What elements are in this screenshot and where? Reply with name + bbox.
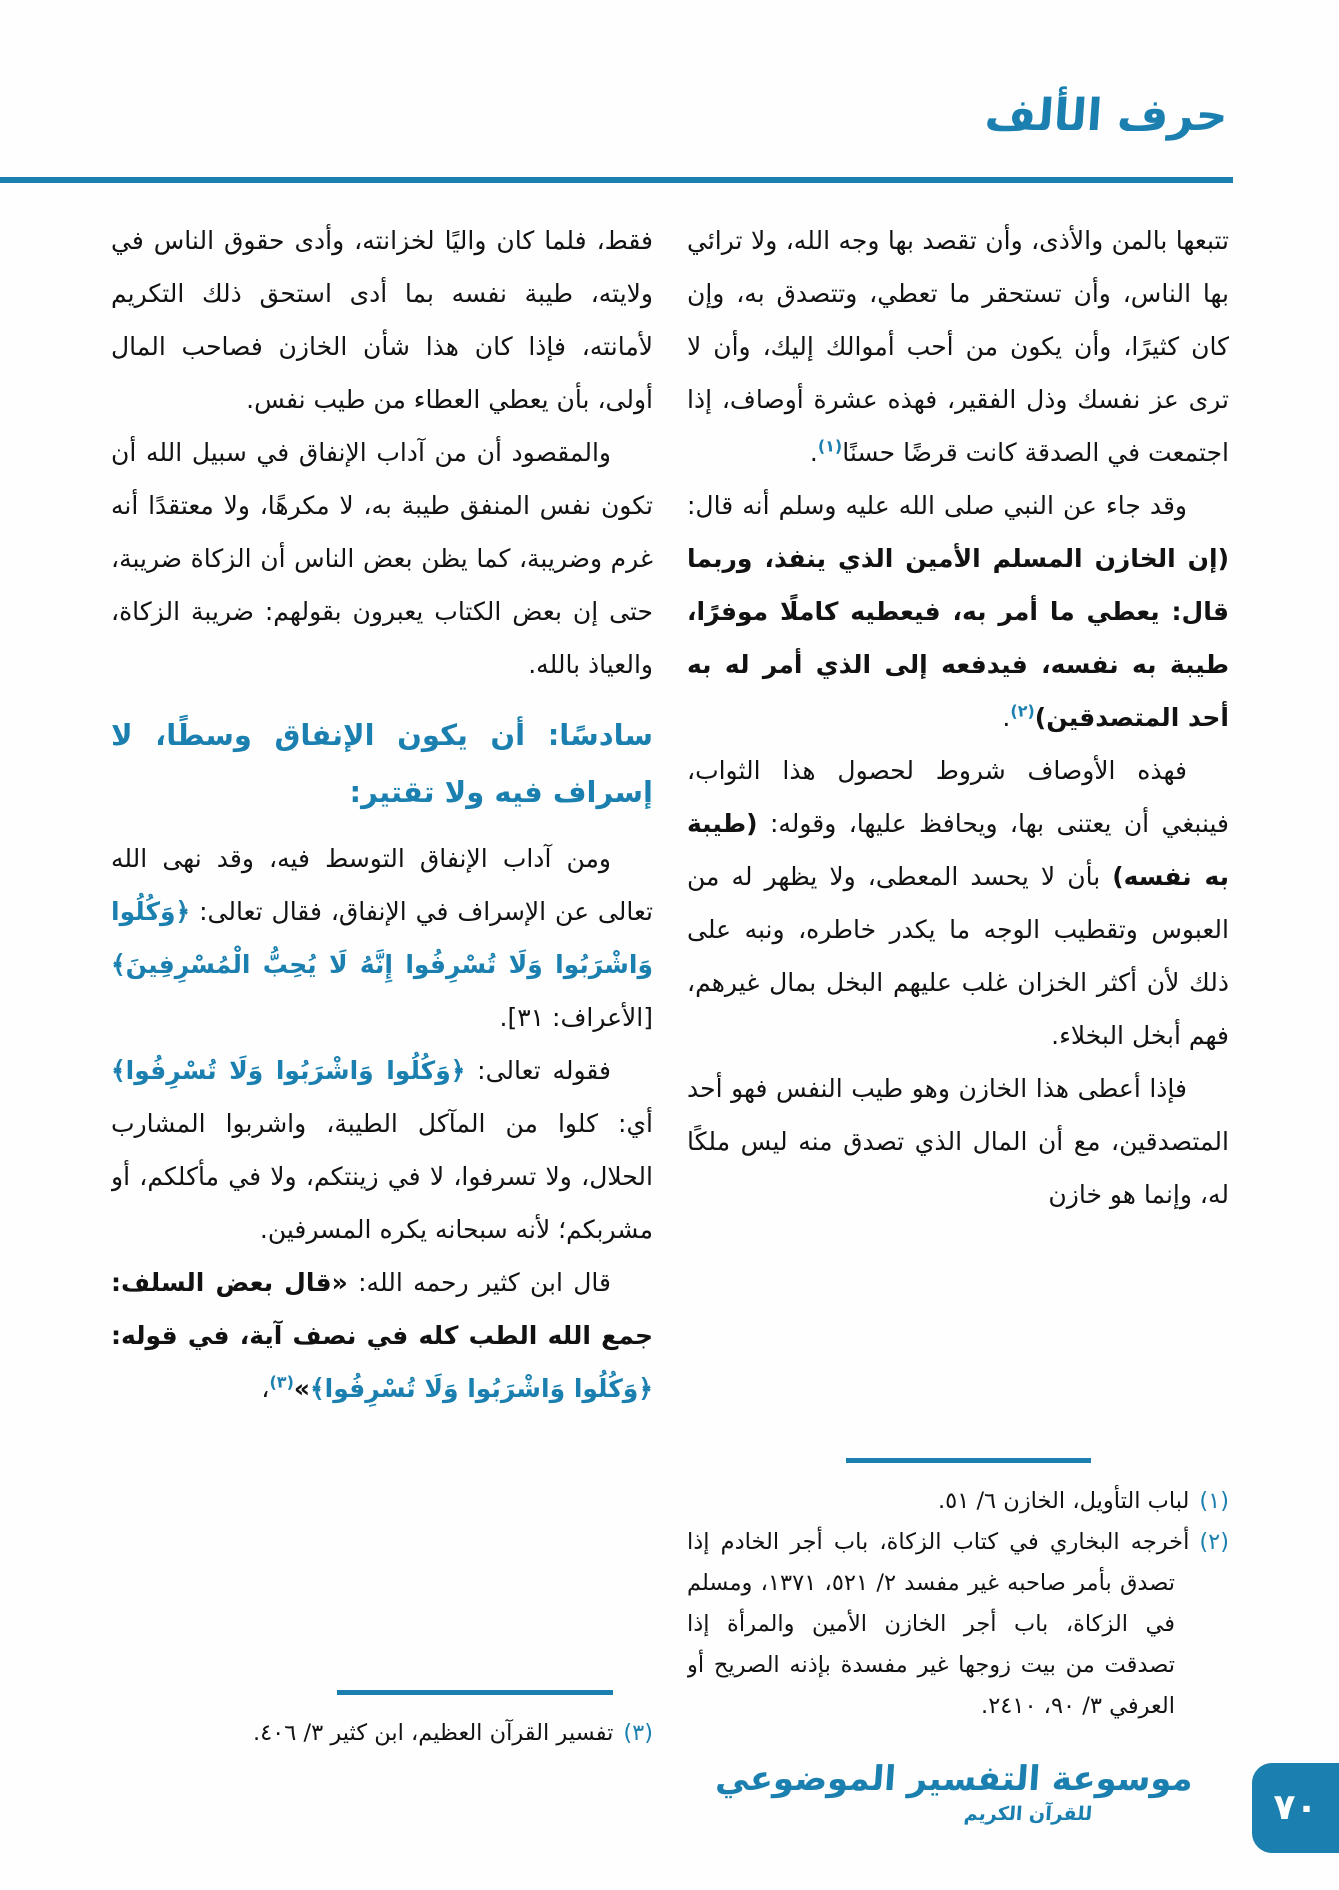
heading-text: سادسًا: أن يكون الإنفاق وسطًا، لا إسراف فيه ولا تقتير: xyxy=(111,718,653,809)
emphasis-text: » xyxy=(293,1374,311,1404)
footnote-list-right xyxy=(687,1481,1229,1727)
footnote-ref: (٣) xyxy=(269,1372,294,1392)
body-text: فقط، فلما كان واليًا لخزانته، وأدى حقوق الناس في ولايته، طيبة نفسه بما أدى استحق ذلك التكريم لأمانته، فإذا كان هذا شأن الخازن فصاحب المال أولى، بأن يعطي العطاء من طيب نفس. xyxy=(111,226,653,414)
body-text: قال ابن كثير رحمه الله: xyxy=(347,1268,612,1298)
quran-verse: ﴿وَكُلُوا وَاشْرَبُوا وَلَا تُسْرِفُوا﴾ xyxy=(111,1056,466,1086)
footnote-text: أخرجه البخاري في كتاب الزكاة، باب أجر الخادم إذا تصدق بأمر صاحبه غير مفسد ٢/ ٥٢١، ١٣٧١، ومسلم في الزكاة، باب أجر الخازن الأمين والمرأة إذا تصدقت من بيت زوجها غير مفسدة بإذنه الصريح أو العرفي ٣/ ٩٠، ٢٤١٠. xyxy=(687,1528,1190,1719)
body-text: . xyxy=(809,438,818,467)
footnote-ref: (١) xyxy=(817,436,843,456)
paragraph xyxy=(111,1256,653,1415)
footnotes-right xyxy=(687,1454,1229,1727)
footnote-list-left xyxy=(111,1713,653,1746)
body-text: والمقصود أن من آداب الإنفاق في سبيل الله أن تكون نفس المنفق طيبة به، لا مكرهًا، ولا معتقدًا أنه غرم وضريبة، كما يظن بعض الناس أن الزكاة ضريبة، حتى إن بعض الكتاب يعبرون بقولهم: ضريبة الزكاة، والعياذ بالله. xyxy=(111,438,653,679)
body-text: . xyxy=(1002,703,1011,732)
body-text: تتبعها بالمن والأذى، وأن تقصد بها وجه الله، ولا ترائي بها الناس، وأن تستحقر ما تعطي، وتتصدق به، وإن كان كثيرًا، وأن يكون من أحب أموالك إليك، وأن لا ترى عز نفسك وذل الفقير، فهذه عشرة أوصاف، إذا اجتمعت في الصدقة كانت قرضًا حسنًا xyxy=(687,226,1229,467)
body-text: فقوله تعالى: xyxy=(465,1056,611,1086)
body-text: ومن آداب الإنفاق التوسط فيه، وقد نهى الله تعالى عن الإسراف في الإنفاق، فقال تعالى: xyxy=(111,844,653,927)
quran-verse: ﴿وَكُلُوا وَاشْرَبُوا وَلَا تُسْرِفُوا إِنَّهُ لَا يُحِبُّ الْمُسْرِفِينَ﴾ xyxy=(111,897,653,980)
body-text: فإذا أعطى هذا الخازن وهو طيب النفس فهو أحد المتصدقين، مع أن المال الذي تصدق منه ليس ملكًا له، وإنما هو خازن xyxy=(687,1074,1229,1209)
body-text: ، xyxy=(261,1374,270,1404)
footnote-marker: (١) xyxy=(1199,1488,1229,1514)
text-columns xyxy=(111,214,1229,1746)
footnote xyxy=(111,1713,653,1746)
column-right xyxy=(687,214,1229,1746)
emphasis-text: (طيبة به نفسه) xyxy=(687,809,1229,891)
paragraph xyxy=(687,1062,1229,1221)
header-rule xyxy=(0,177,1233,183)
body-text: أي: كلوا من المآكل الطيبة، واشربوا المشارب الحلال، ولا تسرفوا، لا في زينتكم، ولا في مأكلكم، أو مشربكم؛ لأنه سبحانه يكره المسرفين. xyxy=(111,1109,653,1245)
chapter-header-title: حرف الألف xyxy=(983,90,1230,141)
body-text: [الأعراف: ٣١]. xyxy=(499,1003,653,1033)
footnote-marker: (٢) xyxy=(1199,1528,1229,1555)
paragraph xyxy=(111,832,653,1044)
emphasis-text: (إن الخازن المسلم الأمين الذي ينفذ، وربما قال: يعطي ما أمر به، فيعطيه كاملًا موفرًا، طيبة به نفسه، فيدفعه إلى الذي أمر له به أحد المتصدقين) xyxy=(687,544,1229,732)
footnotes-left xyxy=(111,1686,653,1746)
section-heading xyxy=(111,707,653,820)
page-number: ٧٠ xyxy=(1273,1787,1318,1828)
footnote xyxy=(687,1481,1229,1522)
footnote-text: تفسير القرآن العظيم، ابن كثير ٣/ ٤٠٦. xyxy=(252,1720,614,1746)
paragraph xyxy=(111,214,653,426)
footnote-separator xyxy=(846,1458,1091,1463)
emphasis-text: «قال بعض السلف: جمع الله الطب كله في نصف آية، في قوله: xyxy=(111,1268,653,1351)
footnote-marker: (٣) xyxy=(623,1720,653,1746)
paragraph xyxy=(687,479,1229,744)
quran-verse: ﴿وَكُلُوا وَاشْرَبُوا وَلَا تُسْرِفُوا﴾ xyxy=(310,1374,653,1404)
page-number-badge xyxy=(1252,1763,1339,1853)
footnote-ref: (٢) xyxy=(1010,701,1035,721)
body-text: وقد جاء عن النبي صلى الله عليه وسلم أنه قال: xyxy=(687,491,1187,520)
publisher-logo xyxy=(714,1758,1195,1825)
publisher-logo-line2: للقرآن الكريم xyxy=(963,1802,1093,1825)
footnote xyxy=(687,1522,1229,1727)
footnote-separator xyxy=(337,1690,613,1695)
paragraph xyxy=(111,426,653,691)
body-text: بأن لا يحسد المعطى، ولا يظهر له من العبوس وتقطيب الوجه ما يكدر خاطره، ونبه على ذلك لأن أكثر الخزان غلب عليهم البخل بمال غيرهم، فهم أبخل البخلاء. xyxy=(687,862,1229,1050)
publisher-logo-line1: موسوعة التفسير الموضوعي xyxy=(714,1759,1195,1799)
paragraph xyxy=(111,1044,653,1256)
column-left xyxy=(111,214,653,1746)
paragraph xyxy=(687,744,1229,1062)
column-right-body xyxy=(687,214,1229,1221)
body-text: فهذه الأوصاف شروط لحصول هذا الثواب، فينبغي أن يعتنى بها، ويحافظ عليها، وقوله: xyxy=(687,756,1229,838)
paragraph xyxy=(687,214,1229,479)
column-left-body xyxy=(111,214,653,1415)
footnote-text: لباب التأويل، الخازن ٦/ ٥١. xyxy=(937,1488,1190,1514)
